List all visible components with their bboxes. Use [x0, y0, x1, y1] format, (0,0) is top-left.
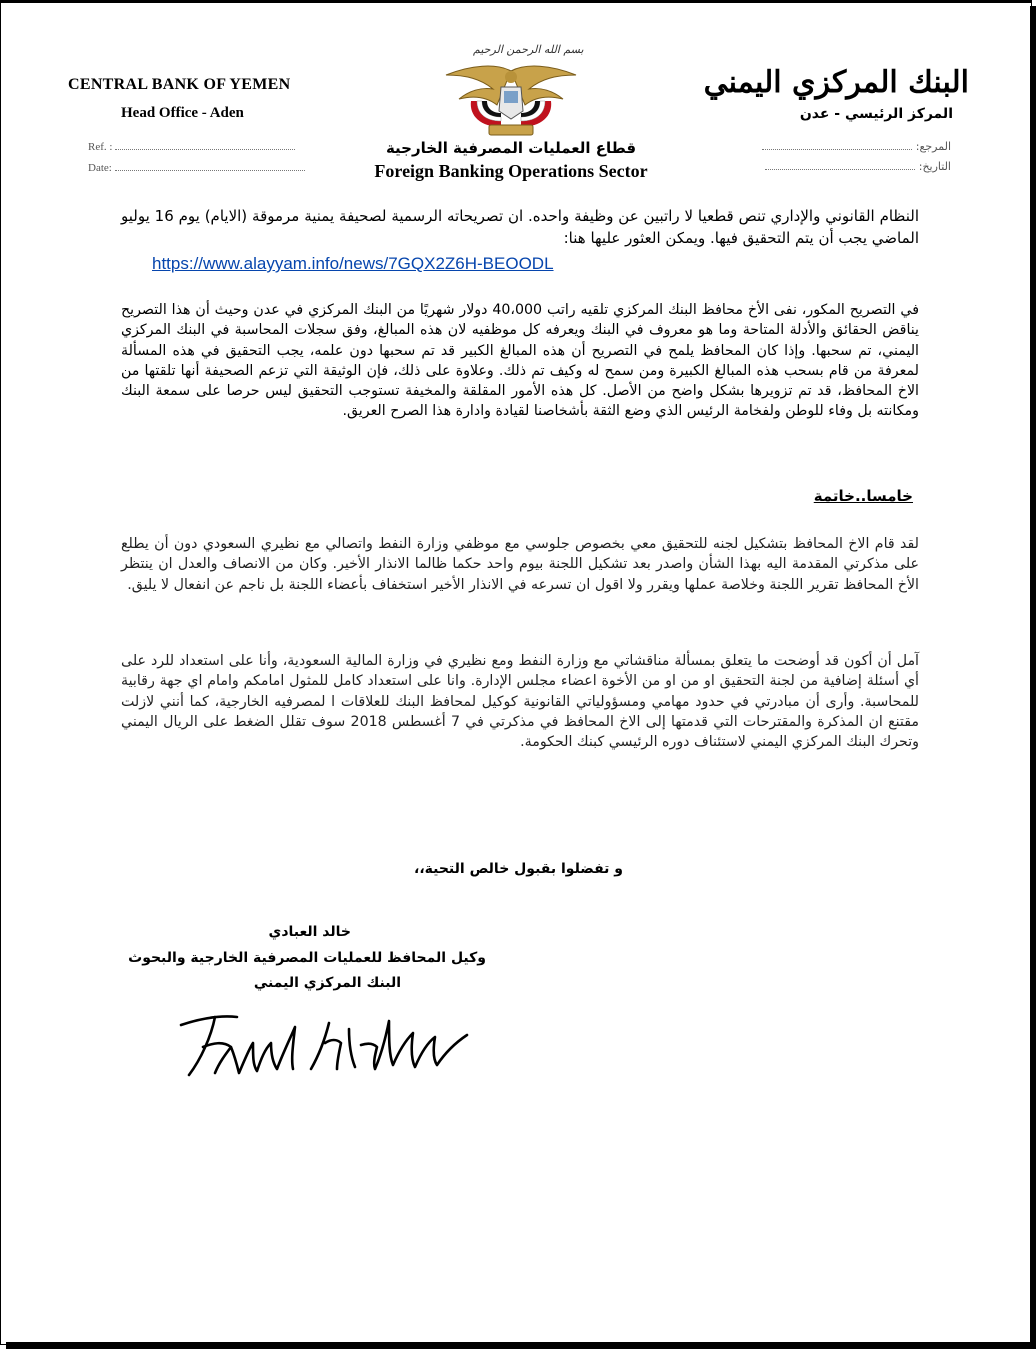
date-field-en: Date:: [88, 162, 305, 174]
letterhead-bank-name-en: CENTRAL BANK OF YEMEN: [68, 76, 291, 93]
letterhead-bank-name-ar: البنك المركزي اليمني: [703, 65, 969, 100]
page-shadow-bottom: [6, 1342, 1036, 1349]
handwritten-signature-icon: [179, 1003, 469, 1083]
paragraph-statement: في التصريح المكور، نفى الأخ محافظ البنك المركزي تلقيه راتب 40،000 دولار شهريًا من البنك المركزي في عدن وحيث أن هذا التصريح يناقض الحقائق والأدلة المتاحة وما هو معروف في البنك ويعرفه كل موظفيه لان هذه المبالغ، وفق سجلات المحاسبة في البنك المركزي اليمني، تم سحبها. وإذا كان المحافظ يلمح في التصريح أن هذه المبالغ الكبير قد تم سحبها دون علمه، يجب التحقيق في هذه المسألة لمعرفة من قام بسحب هذه المبالغ الكبيرة ومن سمح له وكيف تم ذلك. وعلاوة على ذلك، فإن الوثيقة التي تزعم الصحيفة أنها تلقتها من الاخ المحافظ، قد تم تزويرها بشكل واضح من الأصل. كل هذه الأمور المقلقة والمخيفة تستوجب التحقيق ليس حرصا على سمعة البنك ومكانته بل وفاء للوطن ولفخامة الرئيس الذي وضع الثقة بأشخاصنا لقيادة وادارة هذا الصرح العريق.: [121, 302, 919, 420]
letterhead-office-en: Head Office - Aden: [121, 105, 244, 121]
ref-field-en: Ref. :: [88, 141, 295, 153]
paragraph-intro: النظام القانوني والإداري تنص قطعيا لا راتبين عن وظيفة واحده. ان تصريحاته الرسمية لصحيفة يمنية مرموقة (الايام) يوم 16 يوليو الماضي يجب أن يتم التحقيق فيها. ويمكن العثور عليها هنا:: [121, 207, 919, 247]
yemen-eagle-emblem-icon: [441, 61, 581, 139]
basmala: بسم الله الرحمن الرحيم: [473, 43, 584, 56]
paragraph-committee: لقد قام الاخ المحافظ بتشكيل لجنه للتحقيق معي بخصوص جلوسي مع موظفي وزارة النفط واتصالي مع نظيري السعودي دون أن يطلع على مذكرتي المقدمة اليه بهذا الشأن واصدر بعد تشكيل اللجنة بيوم واحد حكما ظالما الانذار الأخير. وكان من الانصاف والعدل ان ينتظر الأخ المحافظ تقرير اللجنة وخلاصة عملها ويقرر ولا اقول ان تسرعه في الانذار الأخير استخفاف بأعضاء اللجنة بل ناجم عن انفعال لا يليق.: [121, 536, 919, 593]
letterhead-office-ar: المركز الرئيسي - عدن: [799, 106, 953, 122]
sector-title-en: Foreign Banking Operations Sector: [374, 161, 648, 181]
paragraph-closing-remarks: آمل أن أكون قد أوضحت ما يتعلق بمسألة مناقشاتي مع وزارة النفط ومع نظيري في وزارة المالية السعودية، وأنا على استعداد للرد على أي أسئلة إضافية من لجنة التحقيق او من او من الأخوة اعضاء مجلس الإدارة. وانا على استعداد كامل للمثول امامكم وامام اي جهة رقابية للمحاسبة. وأرى أن مبادرتي في حدود مهامي ومسؤولياتي القانونية كوكيل لمحافظ البنك للعلاقات ا لمصرفيه الخارجية، كما أنني لازلت مقتنع ان المذكرة والمقترحات التي قدمتها إلى الاخ المحافظ في مذكرتي في 7 أغسطس 2018 سوف تقلل الضغط على الريال اليمني وتحرك البنك المركزي اليمني لاستئناف دوره الرئيسي كبنك الحكومة.: [121, 653, 919, 751]
news-link[interactable]: https://www.alayyam.info/news/7GQX2Z6H-BEOODL: [152, 254, 554, 273]
page-shadow-right: [1030, 6, 1036, 1349]
section-heading-conclusion: خامسا..خاتمة: [813, 487, 913, 505]
closing-regards: و تفضلوا بقبول خالص التحية،،: [414, 861, 623, 877]
ref-field-ar: المرجع:: [762, 140, 951, 153]
sector-title-ar: قطاع العمليات المصرفية الخارجية: [385, 139, 637, 157]
signatory-bank: البنك المركزي اليمني: [253, 975, 401, 991]
signatory-title: وكيل المحافظ للعمليات المصرفية الخارجية والبحوث: [128, 950, 486, 966]
date-field-ar: التاريخ:: [765, 160, 951, 173]
signatory-name: خالد العبادي: [268, 924, 351, 940]
